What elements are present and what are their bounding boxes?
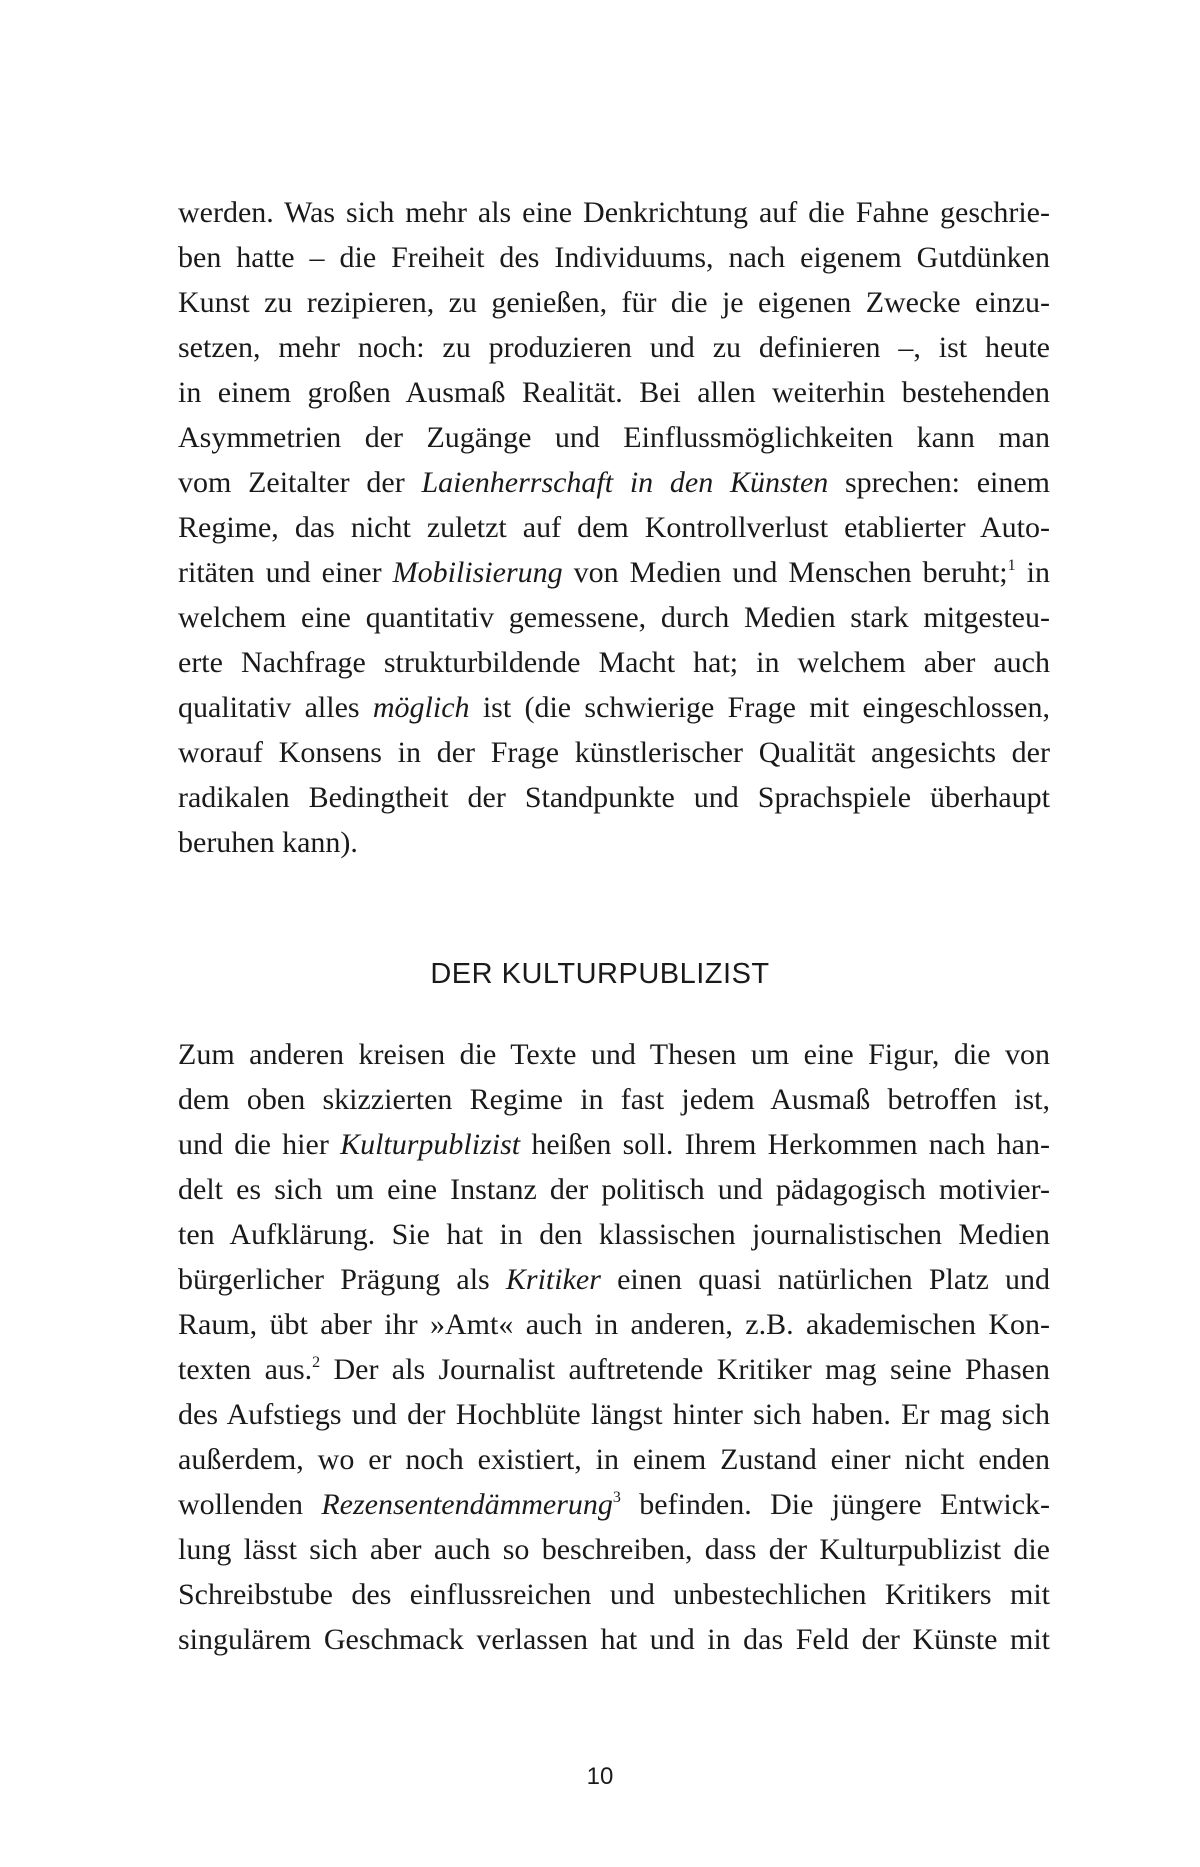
emphasis: Laienherrschaft in den Künsten xyxy=(421,466,829,499)
text-run: Der als Journalist auftretende Kritiker mag seine Phasen xyxy=(320,1353,1050,1386)
text-run: Schreibstube des einflussreichen und unbestechlichen Kritikers mit xyxy=(178,1578,1050,1611)
text-run: welchem eine quantitativ gemessene, durch Medien stark mitgesteu- xyxy=(178,601,1050,634)
text-line xyxy=(178,1392,1050,1437)
text-run: beruhen kann). xyxy=(178,826,358,859)
emphasis: Rezensentendämmerung xyxy=(321,1488,613,1521)
text-run: Regime, das nicht zuletzt auf dem Kontrollverlust etablierter Auto- xyxy=(178,511,1050,544)
text-run: lung lässt sich aber auch so beschreiben, dass der Kulturpublizist die xyxy=(178,1533,1050,1566)
text-line xyxy=(178,1077,1050,1122)
text-line xyxy=(178,415,1050,460)
text-line xyxy=(178,1437,1050,1482)
text-run: singulärem Geschmack verlassen hat und in das Feld der Künste mit xyxy=(178,1623,1050,1656)
text-line xyxy=(178,550,1050,595)
text-line xyxy=(178,460,1050,505)
text-line xyxy=(178,1572,1050,1617)
footnote-ref: 3 xyxy=(612,1489,621,1506)
text-run: delt es sich um eine Instanz der politisch und pädagogisch motivier- xyxy=(178,1173,1050,1206)
text-run: bürgerlicher Prägung als xyxy=(178,1263,506,1296)
text-run: Kunst zu rezipieren, zu genießen, für die je eigenen Zwecke einzu- xyxy=(178,286,1050,319)
text-run: und die hier xyxy=(178,1128,341,1161)
text-line xyxy=(178,1167,1050,1212)
text-line xyxy=(178,775,1050,820)
emphasis: Kritiker xyxy=(505,1263,601,1296)
text-line xyxy=(178,685,1050,730)
text-run: dem oben skizzierten Regime in fast jedem Ausmaß betroffen ist, xyxy=(178,1083,1050,1116)
footnote-ref: 2 xyxy=(312,1354,321,1371)
text-run: sprechen: einem xyxy=(828,466,1050,499)
text-run: heißen soll. Ihrem Herkommen nach han- xyxy=(520,1128,1050,1161)
emphasis: Kulturpublizist xyxy=(340,1128,521,1161)
text-run: außerdem, wo er noch existiert, in einem Zustand einer nicht enden xyxy=(178,1443,1050,1476)
text-line xyxy=(178,1527,1050,1572)
text-line xyxy=(178,640,1050,685)
text-run: von Medien und Menschen beruht; xyxy=(562,556,1008,589)
paragraph-1 xyxy=(178,190,1050,865)
text-line xyxy=(178,505,1050,550)
text-run: werden. Was sich mehr als eine Denkrichtung auf die Fahne geschrie- xyxy=(178,196,1050,229)
text-line xyxy=(178,1212,1050,1257)
text-line xyxy=(178,190,1050,235)
text-run: worauf Konsens in der Frage künstlerischer Qualität angesichts der xyxy=(178,736,1050,769)
emphasis: Mobilisierung xyxy=(392,556,563,589)
text-run: befinden. Die jüngere Entwick- xyxy=(620,1488,1051,1521)
text-run: wollenden xyxy=(178,1488,322,1521)
text-line xyxy=(178,1302,1050,1347)
text-line xyxy=(178,1122,1050,1167)
text-run: texten aus. xyxy=(178,1353,313,1386)
footnote-ref: 1 xyxy=(1007,557,1016,574)
text-run: erte Nachfrage strukturbildende Macht hat; in welchem aber auch xyxy=(178,646,1050,679)
emphasis: möglich xyxy=(372,691,470,724)
text-run: ist (die schwierige Frage mit eingeschlossen, xyxy=(469,691,1050,724)
text-run: Raum, übt aber ihr »Amt« auch in anderen, z.B. akademischen Kon- xyxy=(178,1308,1050,1341)
text-run: in xyxy=(1015,556,1050,589)
text-run: radikalen Bedingtheit der Standpunkte und Sprachspiele überhaupt xyxy=(178,781,1050,814)
text-run: vom Zeitalter der xyxy=(178,466,422,499)
text-run: ritäten und einer xyxy=(178,556,393,589)
text-line xyxy=(178,1257,1050,1302)
text-run: ben hatte – die Freiheit des Individuums, nach eigenem Gutdünken xyxy=(178,241,1050,274)
text-line xyxy=(178,325,1050,370)
text-run: qualitativ alles xyxy=(178,691,373,724)
text-run: Asymmetrien der Zugänge und Einflussmöglichkeiten kann man xyxy=(178,421,1050,454)
text-line xyxy=(178,1617,1050,1662)
text-line xyxy=(178,1347,1050,1392)
text-line xyxy=(178,370,1050,415)
text-run: setzen, mehr noch: zu produzieren und zu definieren –, ist heute xyxy=(178,331,1050,364)
text-run: des Aufstiegs und der Hochblüte längst hinter sich haben. Er mag sich xyxy=(178,1398,1050,1431)
text-line xyxy=(178,235,1050,280)
text-run: ten Aufklärung. Sie hat in den klassischen journalistischen Medien xyxy=(178,1218,1050,1251)
text-line xyxy=(178,595,1050,640)
section-heading: DER KULTURPUBLIZIST xyxy=(430,958,770,990)
text-line xyxy=(178,1482,1050,1527)
text-line xyxy=(178,1032,1050,1077)
text-run: einen quasi natürlichen Platz und xyxy=(600,1263,1050,1296)
text-line xyxy=(178,820,1050,865)
page-number: 10 xyxy=(586,1763,614,1790)
text-line xyxy=(178,730,1050,775)
paragraph-2 xyxy=(178,1032,1050,1662)
text-run: Zum anderen kreisen die Texte und Thesen um eine Figur, die von xyxy=(178,1038,1050,1071)
text-line xyxy=(178,280,1050,325)
text-run: in einem großen Ausmaß Realität. Bei allen weiterhin bestehenden xyxy=(178,376,1050,409)
